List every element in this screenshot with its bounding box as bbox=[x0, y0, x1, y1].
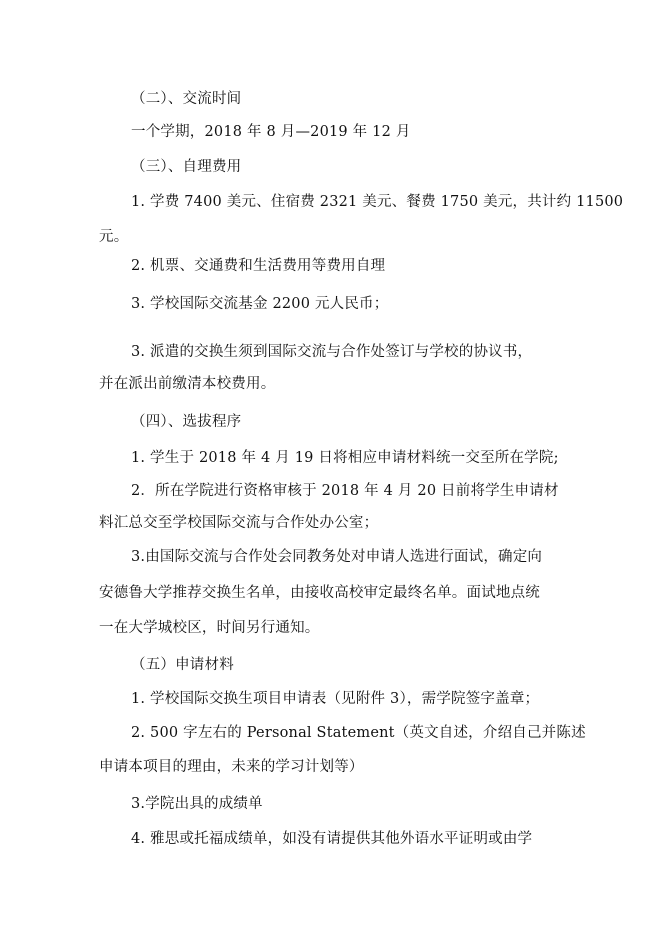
section-4-heading: （四）、选拔程序 bbox=[131, 414, 242, 430]
section-5-item-3: 3.学院出具的成绩单 bbox=[131, 796, 263, 812]
section-3-item-3: 3. 学校国际交流基金 2200 元人民币； bbox=[131, 296, 389, 312]
section-3-item-1-line-1: 1. 学费 7400 美元、住宿费 2321 美元、餐费 1750 美元，共计约 11500 bbox=[131, 194, 624, 210]
section-5-item-2-line-2: 申请本项目的理由，未来的学习计划等） bbox=[99, 759, 364, 775]
section-3-item-1-line-2: 元。 bbox=[99, 229, 129, 245]
section-4-item-3-line-3: 一在大学城校区，时间另行通知。 bbox=[99, 620, 320, 636]
section-4-item-2-line-1: 2．所在学院进行资格审核于 2018 年 4 月 20 日前将学生申请材 bbox=[131, 483, 559, 499]
section-3-item-4-line-1: 3. 派遣的交换生须到国际交流与合作处签订与学校的协议书， bbox=[131, 344, 533, 360]
section-2-heading: （二）、交流时间 bbox=[131, 91, 242, 107]
section-2-text: 一个学期，2018 年 8 月—2019 年 12 月 bbox=[131, 124, 411, 140]
section-3-heading: （三）、自理费用 bbox=[131, 159, 242, 175]
section-4-item-2-line-2: 料汇总交至学校国际交流与合作处办公室； bbox=[99, 515, 379, 531]
section-5-item-1: 1. 学校国际交换生项目申请表（见附件 3），需学院签字盖章； bbox=[131, 691, 540, 707]
section-3-item-4-line-2: 并在派出前缴清本校费用。 bbox=[99, 376, 276, 392]
section-4-item-1: 1. 学生于 2018 年 4 月 19 日将相应申请材料统一交至所在学院; bbox=[131, 450, 559, 466]
section-5-heading: （五）申请材料 bbox=[131, 657, 234, 673]
section-5-item-2-line-1: 2. 500 字左右的 Personal Statement（英文自述，介绍自己并陈述 bbox=[131, 725, 586, 741]
section-4-item-3-line-1: 3.由国际交流与合作处会同教务处对申请人选进行面试，确定向 bbox=[131, 549, 543, 565]
section-5-item-4: 4. 雅思或托福成绩单，如没有请提供其他外语水平证明或由学 bbox=[131, 831, 533, 847]
section-4-item-3-line-2: 安德鲁大学推荐交换生名单，由接收高校审定最终名单。面试地点统 bbox=[99, 585, 540, 601]
section-3-item-2: 2. 机票、交通费和生活费用等费用自理 bbox=[131, 258, 386, 274]
